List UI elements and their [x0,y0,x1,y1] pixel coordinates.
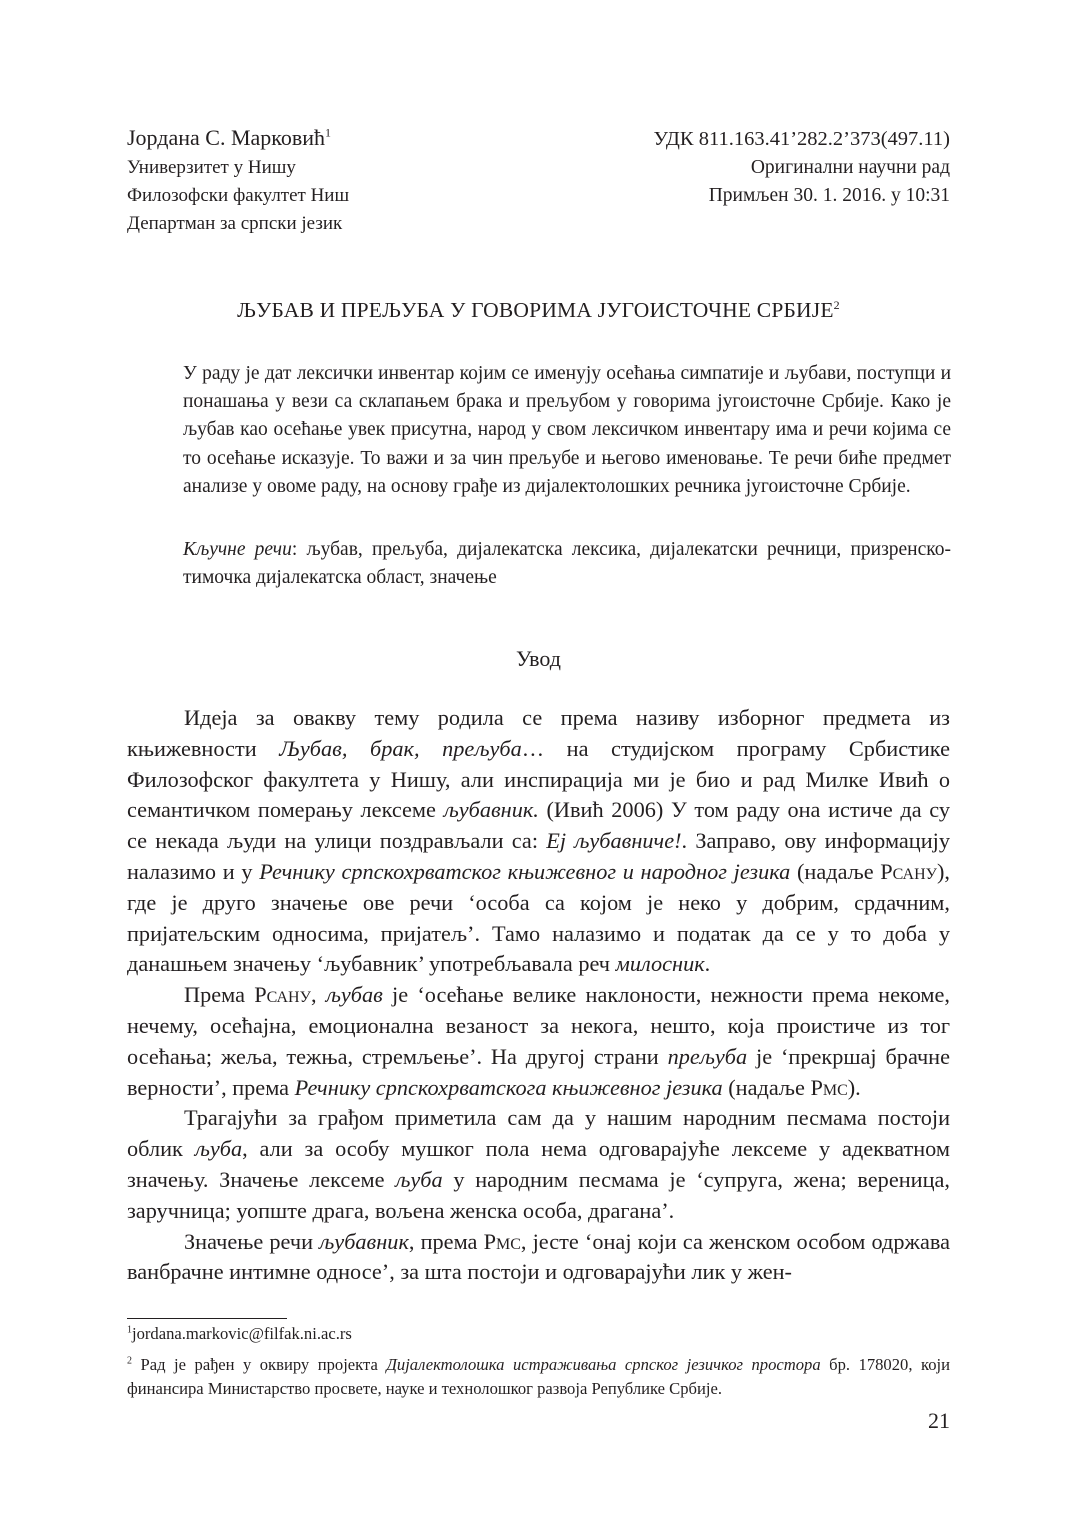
affiliation-department: Департман за српски језик [127,213,343,234]
keywords-label: Кључне речи [183,539,292,560]
paper-title: ЉУБАВ И ПРЕЉУБА У ГОВОРИМА ЈУГОИСТОЧНЕ СРБИЈЕ$^2$ [237,297,840,322]
author-block [127,122,547,238]
paragraph: Значење речи љубавник, према Рмс, јесте ‘онај који са женском особом одржава ванбрачне интимне односе’, за шта постоји и одговарајући лик у жен- [127,1228,950,1285]
paragraph: Трагајући за грађом приметила сам да у нашим народним песмама постоји облик љуба, али за особу мушког пола нема одговарајуће лексеме у адекватном значењу. Значење лексеме љуба у народним песмама је ‘супруга, жена; вереница, заручница; уопште драга, вољена женска особа, драгана’. [127,1105,951,1223]
footnote-mark: 2 [833,297,840,312]
udk-code: УДК 811.163.41’282.2’373(497.11) [653,128,950,150]
paragraph: Идеја за овакву тему родила се према називу изборног предмета из књижевности Љубав, брак, прељуба… на студијском програму Србистике Филозофског факултета у Нишу, али инспирација ми је био и рад Милке Ивић о семантичком померању лексеме љубавник. (Ивић 2006) У том раду она истиче да су се некада људи на улици поздрављали са: Еј љубавниче!. Заправо, ову информацију налазимо и у Речнику српскохрватског књижевног и народног језика (надаље Рсану), где је друго значење ове речи ‘особа са којом је неко у добрим, срдачним, пријатељским односима, пријатељ’. Тамо налазимо и податак да се у то доба у данашњем значењу ‘љубавник’ употребљавала реч милосник. [127,705,951,977]
author-name: Јордана С. Марковић$^1$ [127,125,331,150]
article-meta [530,124,950,210]
paper-type: Оригинални научни рад [750,157,950,178]
footnote-mark: 1 [325,125,331,140]
footnote-divider [127,1318,287,1319]
paragraph: Према Рсану, љубав је ‘осећање велике наклоности, нежности према некоме, нечему, осећајна, емоционална везаност за некога, нешто, која проистиче из тог осећања; жеља, тежња, стремљење’. На другој страни прељуба је ‘прекршај брачне верности’, према Речнику српскохрватскога књижевног језика (надаље Рмс). [127,982,950,1100]
author-email[interactable]: jordana.markovic@filfak.ni.ac.rs [132,1324,352,1343]
footnote-2: $^2$ Рад је рађен у оквиру пројекта Дијалектолошка истраживања српског језичког простора бр. 178020, који финансира Министарство просвете, науке и технолошког развоја Републике Србије. [127,1355,950,1398]
page-number: 21 [928,1408,950,1433]
keywords: Кључне речи: љубав, прељуба, дијалекатска лексика, дијалекатски речници, призренско-тимочка дијалекатска област, значење [183,539,951,589]
affiliation-faculty: Филозофски факултет Ниш [127,185,350,206]
affiliation-university: Универзитет у Нишу [127,157,296,178]
footnote-1: $^1$jordana.markovic@filfak.ni.ac.rs [127,1324,352,1343]
abstract: У раду је дат лексички инвентар којим се именују осећања симпатије и љубави, поступци и понашања у вези са склапањем брака и прељубом у говорима југоисточне Србије. Како је љубав као осећање увек присутна, народ у свом лексичком инвентару има и речи којима се то осећање исказује. То важи и за чин прељубе и његово именовање. Те речи биће предмет анализе у овоме раду, на основу грађе из дијалектолошких речника југоисточне Србије. [183,363,951,497]
section-heading: Увод [516,646,561,671]
body-text [127,703,950,1288]
received-date: Примљен 30. 1. 2016. у 10:31 [708,185,950,206]
